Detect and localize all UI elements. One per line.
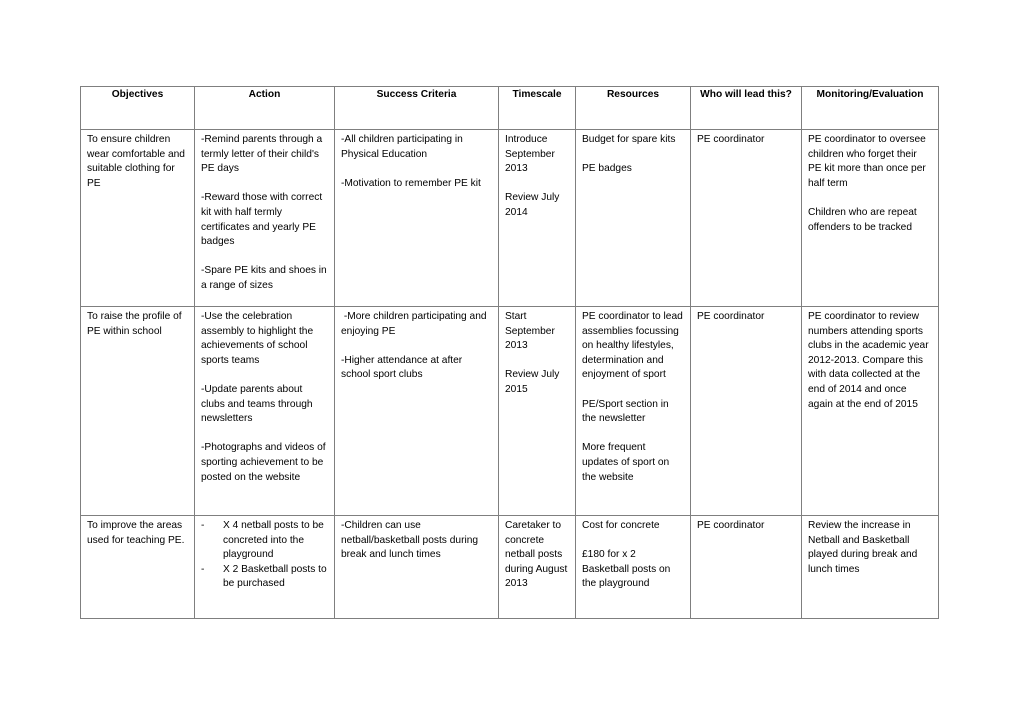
header-resources: Resources bbox=[576, 87, 691, 130]
resources-cell bbox=[576, 516, 691, 619]
cell-text: Review the increase in Netball and Basketball played during break and lunch times bbox=[808, 520, 918, 575]
cell-text: -Remind parents through a termly letter of their child's PE days bbox=[201, 134, 323, 175]
objective-cell bbox=[81, 516, 195, 619]
cell-text: Budget for spare kits bbox=[582, 134, 676, 145]
lead-cell bbox=[691, 516, 802, 619]
cell-text: -Photographs and videos of sporting achievement to be posted on the website bbox=[201, 442, 326, 483]
cell-text: -All children participating in Physical Education bbox=[341, 134, 463, 160]
cell-text: To improve the areas used for teaching PE. bbox=[87, 520, 185, 546]
objective-cell bbox=[81, 130, 195, 307]
timescale-cell bbox=[499, 516, 576, 619]
cell-text: More frequent updates of sport on the website bbox=[582, 442, 670, 483]
resources-cell bbox=[576, 130, 691, 307]
cell-text: To raise the profile of PE within school bbox=[87, 311, 182, 337]
cell-text: PE coordinator to lead assemblies focussing on healthy lifestyles, determination and enjoyment of sport bbox=[582, 311, 683, 381]
header-row bbox=[81, 87, 939, 130]
list-item: - X 2 Basketball posts to be purchased bbox=[201, 563, 328, 592]
header-timescale: Timescale bbox=[499, 87, 576, 130]
action-cell bbox=[195, 516, 335, 619]
action-plan-table bbox=[80, 86, 939, 619]
header-who-will-lead: Who will lead this? bbox=[691, 87, 802, 130]
header-monitoring-evaluation: Monitoring/Evaluation bbox=[802, 87, 939, 130]
cell-text: -More children participating and enjoying PE bbox=[341, 311, 490, 337]
table-row bbox=[81, 307, 939, 516]
cell-text: PE coordinator bbox=[697, 520, 765, 531]
cell-text: -Spare PE kits and shoes in a range of sizes bbox=[201, 265, 327, 291]
cell-text: Caretaker to concrete netball posts during August 2013 bbox=[505, 520, 568, 590]
resources-cell bbox=[576, 307, 691, 516]
cell-text: Introduce September 2013 bbox=[505, 134, 555, 175]
header-success-criteria: Success Criteria bbox=[335, 87, 499, 130]
list-item: - X 4 netball posts to be concreted into the playground bbox=[201, 519, 328, 563]
table-row bbox=[81, 130, 939, 307]
cell-text: PE coordinator bbox=[697, 311, 765, 322]
monitoring-cell bbox=[802, 130, 939, 307]
objective-cell bbox=[81, 307, 195, 516]
timescale-cell bbox=[499, 307, 576, 516]
cell-text: Review July 2015 bbox=[505, 369, 560, 395]
action-list bbox=[201, 519, 328, 592]
action-cell bbox=[195, 307, 335, 516]
cell-text: Children who are repeat offenders to be tracked bbox=[808, 206, 917, 233]
lead-cell bbox=[691, 307, 802, 516]
header-objectives: Objectives bbox=[81, 87, 195, 130]
cell-text: PE coordinator bbox=[697, 134, 765, 145]
cell-text: -Use the celebration assembly to highlight the achievements of school sports teams bbox=[201, 311, 314, 366]
cell-text: PE coordinator to oversee children who forget their PE kit more than once per half term bbox=[808, 134, 926, 189]
success-criteria-cell bbox=[335, 307, 499, 516]
cell-text: To ensure children wear comfortable and suitable clothing for PE bbox=[87, 134, 185, 189]
success-criteria-cell bbox=[335, 130, 499, 307]
cell-text: -Reward those with correct kit with half termly certificates and yearly PE badges bbox=[201, 192, 323, 248]
cell-text: PE badges bbox=[582, 163, 632, 175]
monitoring-cell bbox=[802, 516, 939, 619]
header-action: Action bbox=[195, 87, 335, 130]
action-cell bbox=[195, 130, 335, 307]
monitoring-cell bbox=[802, 307, 939, 516]
timescale-cell bbox=[499, 130, 576, 307]
table-row bbox=[81, 516, 939, 619]
cell-text: £180 for x 2 Basketball posts on the playground bbox=[582, 549, 671, 590]
cell-text: PE coordinator to review numbers attending sports clubs in the academic year 2012-2013. Compare this with data collected at the end of 2014 and once again at the end of 2015 bbox=[808, 311, 929, 410]
cell-text: Review July 2014 bbox=[505, 192, 560, 218]
cell-text: PE/Sport section in the newsletter bbox=[582, 398, 669, 425]
lead-cell bbox=[691, 130, 802, 307]
success-criteria-cell bbox=[335, 516, 499, 619]
cell-text: -Update parents about clubs and teams through newsletters bbox=[201, 383, 313, 425]
cell-text: -Higher attendance at after school sport clubs bbox=[341, 354, 463, 381]
cell-text: -Motivation to remember PE kit bbox=[341, 177, 481, 189]
cell-text: -Children can use netball/basketball posts during break and lunch times bbox=[341, 520, 479, 561]
cell-text: Start September 2013 bbox=[505, 311, 555, 352]
cell-text: Cost for concrete bbox=[582, 520, 660, 531]
